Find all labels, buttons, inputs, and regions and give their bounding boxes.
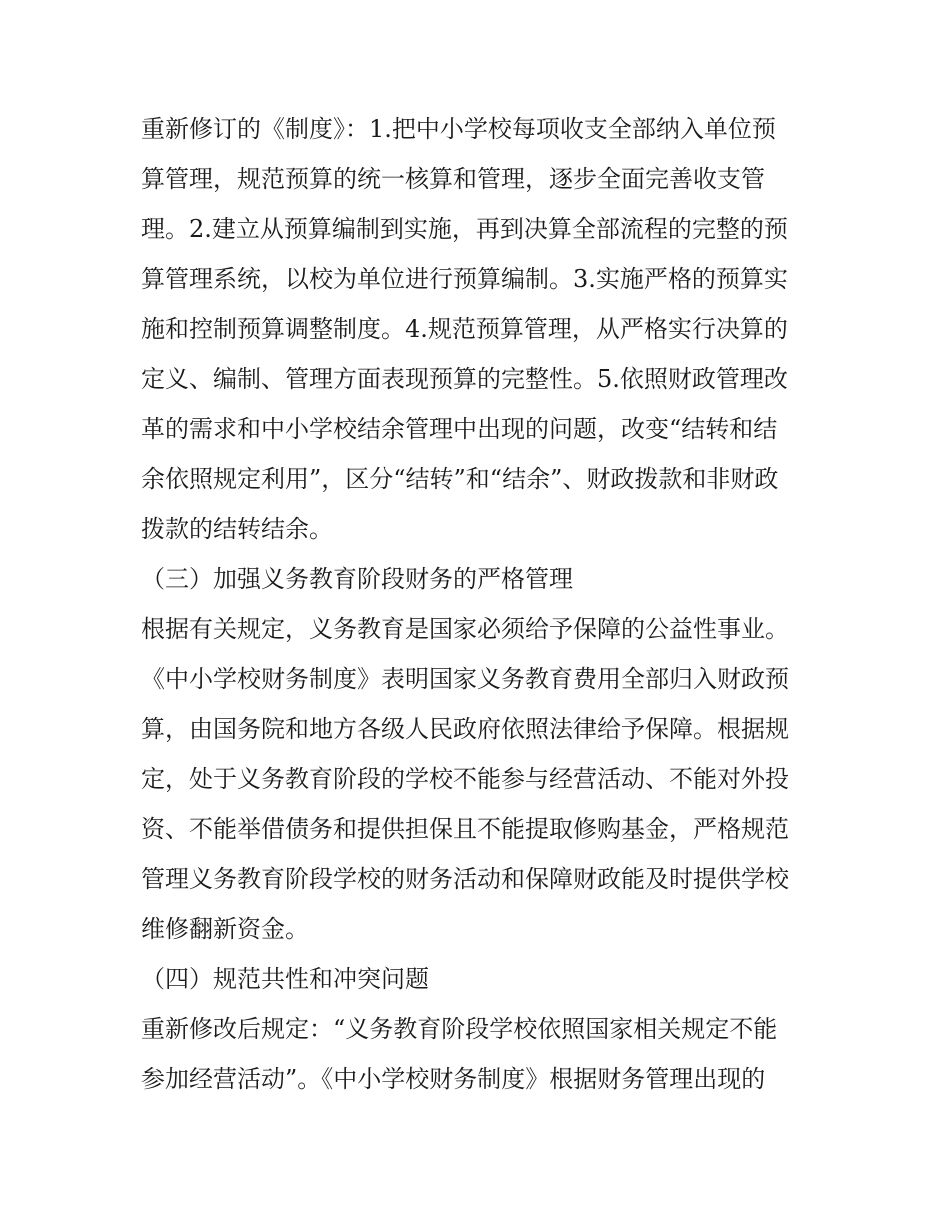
text-line: 重新修改后规定：“义务教育阶段学校依照国家相关规定不能 <box>141 1015 778 1043</box>
text-line: 算管理，规范预算的统一核算和管理，逐步全面完善收支管 <box>141 165 765 193</box>
text-line: 理。2.建立从预算编制到实施，再到决算全部流程的完整的预 <box>141 215 788 243</box>
text-line: 维修翻新资金。 <box>141 915 309 943</box>
text-line: 算管理系统，以校为单位进行预算编制。3.实施严格的预算实 <box>141 265 788 293</box>
text-line: 重新修订的《制度》：1.把中小学校每项收支全部纳入单位预 <box>141 115 776 143</box>
text-line: 参加经营活动”。《中小学校财务制度》根据财务管理出现的 <box>141 1065 766 1093</box>
text-line: 拨款的结转结余。 <box>141 515 333 543</box>
text-line: 定义、编制、管理方面表现预算的完整性。5.依照财政管理改 <box>141 365 788 393</box>
text-line: 根据有关规定，义务教育是国家必须给予保障的公益性事业。 <box>141 615 789 643</box>
text-line: 革的需求和中小学校结余管理中出现的问题，改变“结转和结 <box>141 415 778 443</box>
text-line: 定，处于义务教育阶段的学校不能参与经营活动、不能对外投 <box>141 765 789 793</box>
text-line: 资、不能举借债务和提供担保且不能提取修购基金，严格规范 <box>141 815 789 843</box>
section-heading: （三）加强义务教育阶段财务的严格管理 <box>141 565 573 593</box>
text-line: 施和控制预算调整制度。4.规范预算管理，从严格实行决算的 <box>141 315 788 343</box>
text-line: 《中小学校财务制度》表明国家义务教育费用全部归入财政预 <box>141 665 789 693</box>
text-line: 管理义务教育阶段学校的财务活动和保障财政能及时提供学校 <box>141 865 789 893</box>
section-heading: （四）规范共性和冲突问题 <box>141 965 429 993</box>
text-line: 算，由国务院和地方各级人民政府依照法律给予保障。根据规 <box>141 715 789 743</box>
text-line: 余依照规定利用”，区分“结转”和“结余”、财政拨款和非财政 <box>141 465 779 493</box>
